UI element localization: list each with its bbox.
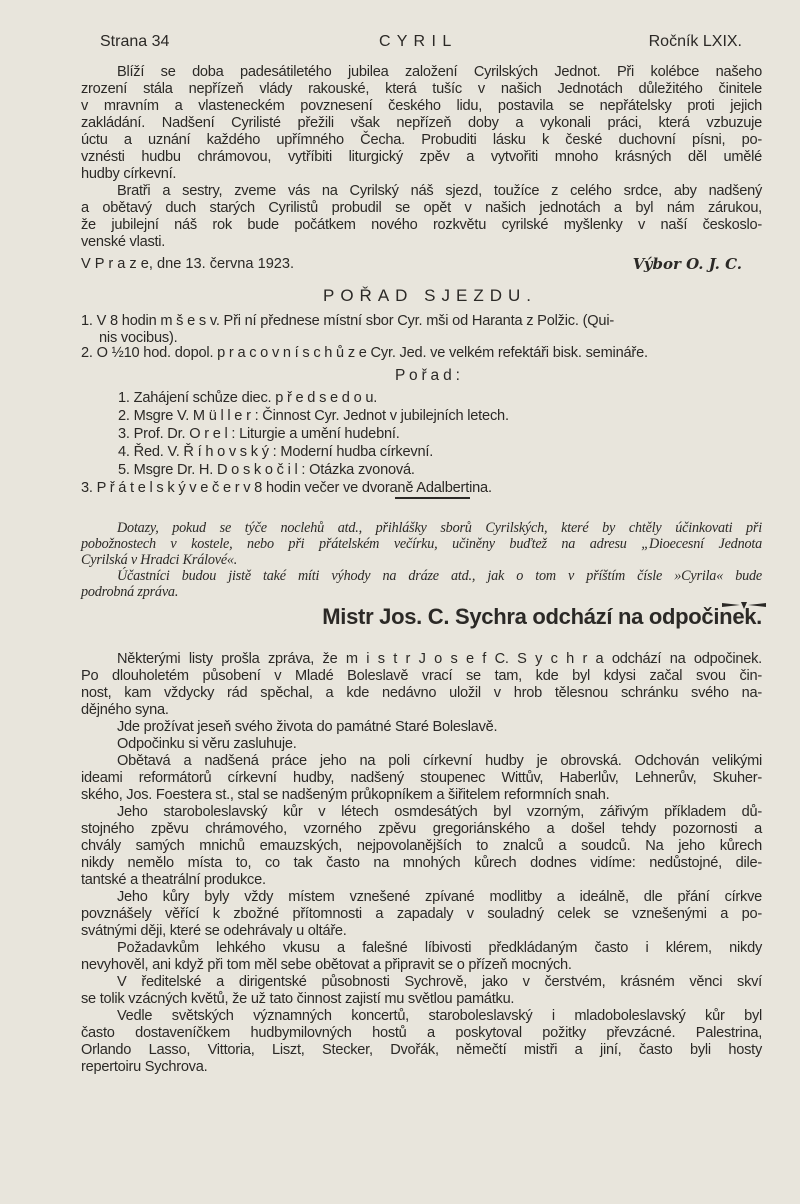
- text-line: Blíží se doba padesátiletého jubilea založení Cyrilských Jednot. Při kolébce našeho: [117, 64, 762, 80]
- program-item-1-cont: nis vocibus).: [99, 330, 178, 346]
- text-line: tantské a theatrální produkce.: [81, 872, 266, 888]
- program-subitem: 1. Zahájení schůze diec. p ř e d s e d o u.: [118, 390, 378, 406]
- text-line: svátnými ději, které se odehrávaly u oltáře.: [81, 923, 347, 939]
- text-line: Jeho kůry byly vždy místem vznešené zpívané modlitby a ideálně, dle přání církve: [117, 889, 762, 905]
- paragraph: [81, 753, 762, 804]
- text-line: V ředitelské a dirigentské působnosti Sychrově, jako v čerstvém, krásném věnci skví: [117, 974, 762, 990]
- paragraph: [81, 974, 762, 1008]
- text-line: zakládání. Nadšení Cyrilisté přežili však nepřízeň doby a vykonali práci, která vzbuzuje: [81, 115, 762, 131]
- text-line: ideami reformátorů církevní hudby, nadšený stoupenec Wittův, Haberlův, Lehnerův, Skuher-: [81, 770, 762, 786]
- text-line: ského, Jos. Foestera st., stal se nadšeným průkopníkem a šiřitelem reformních snah.: [81, 787, 610, 803]
- program-subitem: 4. Řed. V. Ř í h o v s k ý : Moderní hudba církevní.: [118, 444, 434, 460]
- text-line: podrobná zpráva.: [81, 584, 179, 600]
- paragraph: [81, 183, 762, 251]
- program-subitem: 3. Prof. Dr. O r e l : Liturgie a umění hudební.: [118, 426, 400, 442]
- text-line: nevyhověl, ani když při tom měl sebe obětovat a připravit se o přízeň mocných.: [81, 957, 572, 973]
- text-line: Obětavá a nadšená práce jeho na poli církevní hudby je obrovská. Odchován velikými: [117, 753, 762, 769]
- notes-text: [81, 520, 762, 600]
- text-line: nikdy nemělo místa to, co tak často na mnohých kůrech dodnes vidíme: nedůstojné, dile-: [81, 855, 762, 871]
- paragraph: [81, 719, 762, 736]
- text-line: Dotazy, pokud se týče noclehů atd., přihlášky sborů Cyrilských, které by chtěly účinkovati při: [117, 520, 762, 536]
- text-line: nost, kam vždycky rád spěchal, a kde nedávno uložil v hrob tělesnou schránku svého na-: [81, 685, 762, 701]
- text-line: zrození stála nepřízeň vlády rakouské, která tušíc v našich Jednotách důležitého činitele: [81, 81, 762, 97]
- paragraph: [81, 568, 762, 600]
- text-line: Orlando Lasso, Vittoria, Liszt, Stecker, Dvořák, němečtí mistři a jiní, často byli hosty: [81, 1042, 762, 1058]
- text-line: Bratři a sestry, zveme vás na Cyrilský náš sjezd, toužíce z celého srdce, aby nadšený: [117, 183, 762, 199]
- program-subtitle: P o ř a d :: [395, 367, 460, 384]
- text-line: Jde prožívat jeseň svého života do památné Staré Boleslavě.: [117, 719, 498, 735]
- volume-label: Ročník LXIX.: [648, 33, 742, 50]
- text-line: povznášely věřící k zbožné přítomnosti a zapadaly v souladný celek se vznešenými a po-: [81, 906, 762, 922]
- text-line: se tolik vzácných květů, že už tato činnost zajistí mu světlou památku.: [81, 991, 515, 1007]
- dateline: V P r a z e, dne 13. června 1923.: [81, 256, 295, 272]
- signature: Výbor O. J. C.: [632, 255, 742, 273]
- text-line: stojného zpěvu chrámového, vzorného zpěvu gregoriánského a došel tehdy pozornosti a: [81, 821, 762, 837]
- text-line: Účastníci budou jistě také míti výhody na dráze atd., jak o tom v příštím čísle »Cyrila« bude: [117, 568, 762, 584]
- program-item-1: 1. V 8 hodin m š e s v. Při ní přednese místní sbor Cyr. mši od Haranta z Polžic. (Qui-: [81, 313, 615, 329]
- program-item-2: 2. O ½10 hod. dopol. p r a c o v n í s c h ů z e Cyr. Jed. ve velkém refektáři bisk. semináře.: [81, 345, 648, 361]
- paragraph: [81, 736, 762, 753]
- divider-rule: [395, 497, 470, 499]
- text-line: repertoiru Sychrova.: [81, 1059, 208, 1075]
- paragraph: [81, 804, 762, 889]
- paragraph: [81, 940, 762, 974]
- text-line: úctu a uznání každého upřímného Čecha. Probuditi lásku k české duchovní písni, po-: [81, 132, 762, 148]
- paragraph: [81, 520, 762, 568]
- program-title: POŘAD SJEZDU.: [322, 286, 538, 305]
- page-number: Strana 34: [100, 33, 170, 50]
- text-line: a obětavý duch starých Cyrilistů probudil se opět v našich jednotách a byl nám zárukou,: [81, 200, 762, 216]
- article-body: [81, 651, 762, 1076]
- text-line: Některými listy prošla zpráva, že m i s t r J o s e f C. S y c h r a odchází na odpočinek.: [117, 651, 762, 667]
- text-line: vznésti hudbu chrámovou, vytříbiti liturgický zpěv a vytvořiti mnoho krásných děl umělé: [81, 149, 762, 165]
- paragraph: [81, 1008, 762, 1076]
- text-line: často dostaveníčkem hudbymilovných hostů a poskytoval požitky převzácné. Palestrina,: [81, 1025, 762, 1041]
- intro-text: [81, 64, 762, 251]
- program-subitems: [118, 389, 509, 479]
- text-line: chvály samých mnichů emauzských, nejpovolanějších to znalců a soudců. Na jeho kůrech: [81, 838, 762, 854]
- text-line: Cyrilská v Hradci Králové«.: [81, 552, 238, 568]
- text-line: pobožnostech v kostele, nebo při přátelském večírku, učiněny buďtež na adresu „Dioecesní Jednota: [81, 536, 762, 552]
- text-line: Po dlouholetém působení v Mladé Boleslavě vrací se tam, kde byl kdysi začal svou čin-: [81, 668, 762, 684]
- text-line: venské vlasti.: [81, 234, 166, 250]
- program-subitem: 2. Msgre V. M ü l l e r : Činnost Cyr. Jednot v jubilejních letech.: [118, 408, 509, 424]
- program-subitem: 5. Msgre Dr. H. D o s k o č i l : Otázka zvonová.: [118, 462, 415, 478]
- paragraph: [81, 64, 762, 183]
- text-line: Odpočinku si věru zasluhuje.: [117, 736, 297, 752]
- text-line: dějného syna.: [81, 702, 169, 718]
- text-line: Vedle světských významných koncertů, staroboleslavský i mladoboleslavský kůr byl: [117, 1008, 762, 1024]
- text-line: Požadavkům lehkého vkusu a falešné líbivosti předkládaným často i klérem, nikdy: [117, 940, 762, 956]
- article-title: Mistr Jos. C. Sychra odchází na odpočinek.: [322, 604, 762, 629]
- journal-title: C Y R I L: [379, 33, 453, 50]
- paragraph: [81, 889, 762, 940]
- text-line: hudby církevní.: [81, 166, 177, 182]
- text-line: že jubilejní náš rok bude počátkem nového rozkvětu cyrilské myšlenky v naší českoslo-: [81, 217, 762, 233]
- paragraph: [81, 651, 762, 719]
- text-line: Jeho staroboleslavský kůr v létech osmdesátých byl vzorným, zářivým příkladem dů-: [117, 804, 762, 820]
- program-item-3: 3. P ř á t e l s k ý v e č e r v 8 hodin večer ve dvoraně Adalbertina.: [81, 480, 492, 496]
- text-line: v mravním a vlasteneckém povznesení českého lidu, postavila se nepřátelsky proti jejich: [81, 98, 762, 114]
